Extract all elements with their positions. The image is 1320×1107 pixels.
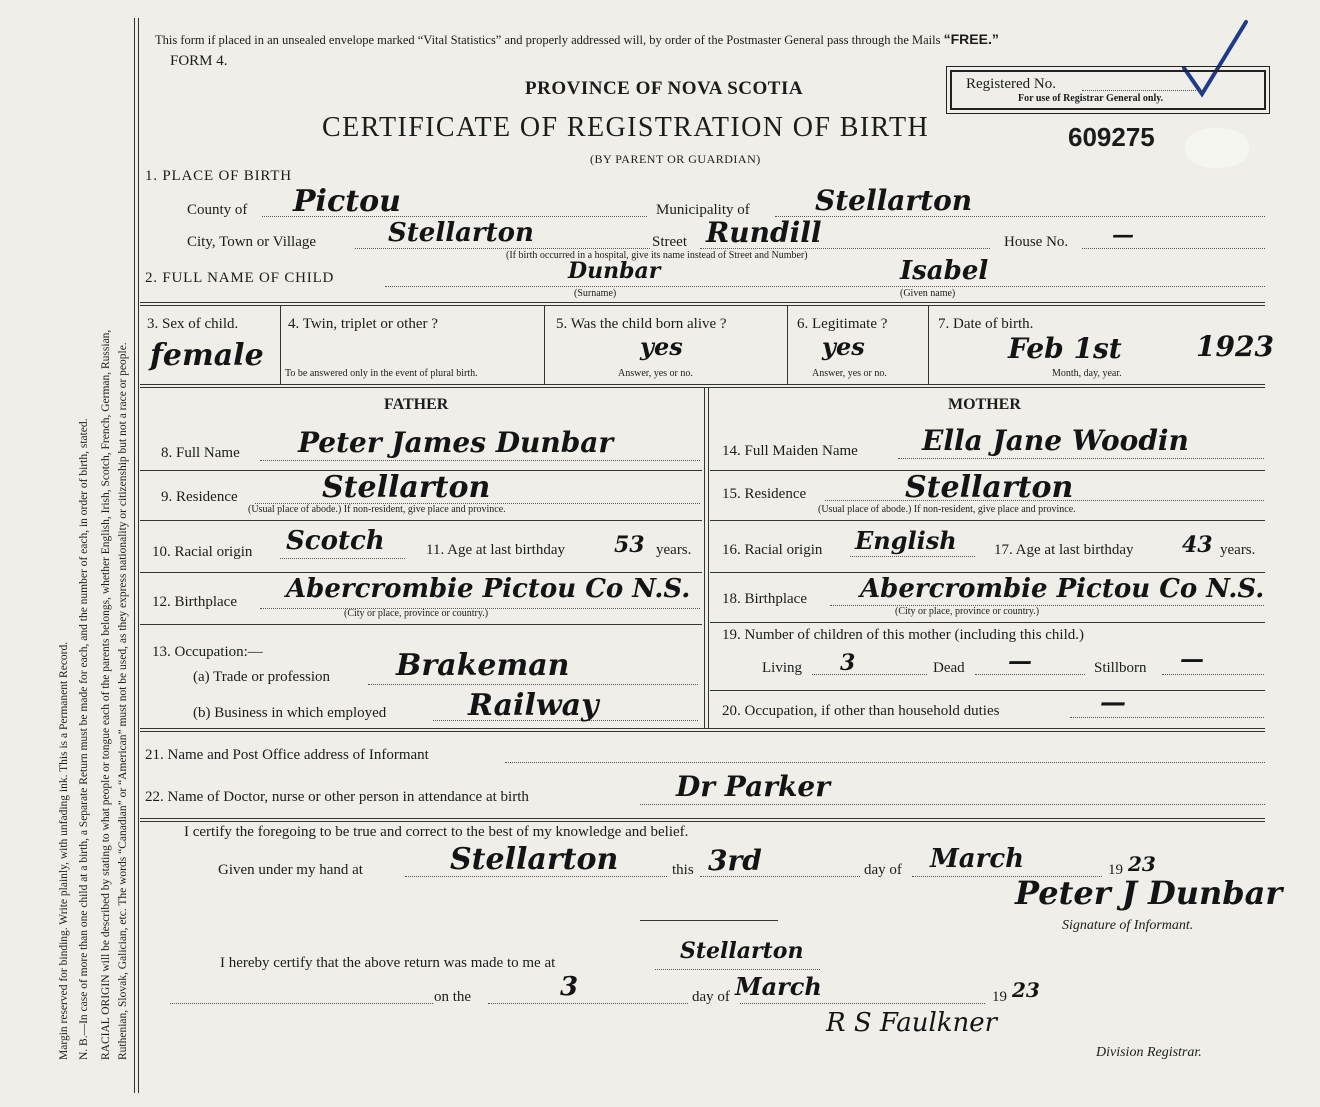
this-label: this: [672, 862, 694, 878]
mother-occupation-label: 20. Occupation, if other than household duties: [722, 703, 1000, 719]
stillborn-label: Stillborn: [1094, 660, 1147, 676]
surname-note: (Surname): [574, 288, 617, 299]
legitimate-value: yes: [822, 332, 865, 361]
day-of-label: day of: [864, 862, 902, 878]
business-value: Railway: [468, 688, 599, 723]
informant-label: 21. Name and Post Office address of Informant: [145, 747, 429, 763]
registrar-statement: I hereby certify that the above return was made to me at: [220, 955, 556, 971]
street-value: Rundill: [706, 216, 822, 249]
registrar-month-value: March: [735, 972, 822, 1001]
living-value: 3: [840, 650, 856, 676]
this-day-value: 3rd: [708, 844, 762, 877]
legitimate-label: 6. Legitimate ?: [797, 316, 888, 332]
dead-value: —: [1008, 646, 1032, 675]
stain-mark: [1185, 128, 1249, 168]
father-heading: FATHER: [384, 396, 449, 413]
stillborn-value: —: [1180, 644, 1204, 673]
given-name-note: (Given name): [900, 288, 956, 299]
legitimate-note: Answer, yes or no.: [812, 368, 887, 379]
city-value: Stellarton: [388, 218, 534, 248]
father-age-suffix: years.: [656, 542, 692, 558]
born-alive-value: yes: [640, 332, 683, 361]
father-race-value: Scotch: [286, 526, 385, 556]
municipality-label: Municipality of: [656, 202, 750, 218]
mother-birthplace-label: 18. Birthplace: [722, 591, 807, 607]
children-count-label: 19. Number of children of this mother (including this child.): [722, 627, 1085, 643]
date-of-birth-value: Feb 1st: [1008, 332, 1122, 365]
municipality-value: Stellarton: [815, 184, 973, 217]
street-label: Street: [652, 234, 687, 250]
certificate-title: CERTIFICATE OF REGISTRATION OF BIRTH: [322, 112, 930, 143]
form-number: FORM 4.: [170, 53, 228, 69]
registrar-year-suffix: 23: [1012, 978, 1040, 1002]
child-name-label: 2. FULL NAME OF CHILD: [145, 270, 335, 286]
father-age-label: 11. Age at last birthday: [426, 542, 565, 558]
registrar-label: Division Registrar.: [1096, 1045, 1202, 1060]
place-of-birth-heading: 1. PLACE OF BIRTH: [145, 168, 292, 184]
birth-year-value: 1923: [1196, 330, 1274, 363]
given-place-value: Stellarton: [450, 842, 619, 877]
trade-label: (a) Trade or profession: [193, 669, 331, 685]
twin-note: To be answered only in the event of plural birth.: [285, 368, 478, 379]
father-residence-label: 9. Residence: [161, 489, 238, 505]
registrar-day-of-label: day of: [692, 989, 730, 1005]
sex-value: female: [150, 338, 264, 373]
hospital-note: (If birth occurred in a hospital, give its name instead of Street and Number): [506, 250, 808, 261]
on-the-label: on the: [434, 989, 472, 1005]
mother-name-label: 14. Full Maiden Name: [722, 443, 858, 459]
registered-note: For use of Registrar General only.: [1018, 93, 1164, 104]
father-name-value: Peter James Dunbar: [298, 426, 614, 459]
registrar-place-value: Stellarton: [680, 938, 804, 964]
month-value: March: [930, 844, 1025, 874]
child-given-value: Isabel: [900, 256, 989, 286]
father-residence-note: (Usual place of abode.) If non-resident, give place and province.: [248, 504, 506, 515]
certificate-subtitle: (BY PARENT OR GUARDIAN): [590, 152, 761, 166]
mother-age-suffix: years.: [1220, 542, 1256, 558]
mother-heading: MOTHER: [948, 396, 1021, 413]
mother-name-value: Ella Jane Woodin: [922, 424, 1189, 457]
house-number-value: —: [1112, 222, 1134, 248]
father-name-label: 8. Full Name: [161, 445, 240, 461]
dead-label: Dead: [933, 660, 965, 676]
father-age-value: 53: [614, 532, 645, 558]
date-note: Month, day, year.: [1052, 368, 1122, 379]
margin-note-racial-origin: RACIAL ORIGIN will be described by stating to what people or tongue each of the parents belongs, whether English, Irish, Scotch, French, German, Russian,: [100, 329, 112, 1060]
mother-race-label: 16. Racial origin: [722, 542, 823, 558]
father-residence-value: Stellarton: [322, 470, 491, 505]
mother-birthplace-note: (City or place, province or country.): [895, 606, 1040, 617]
father-race-label: 10. Racial origin: [152, 544, 253, 560]
mother-residence-label: 15. Residence: [722, 486, 807, 502]
mother-residence-value: Stellarton: [905, 470, 1074, 505]
living-label: Living: [762, 660, 802, 676]
serial-number: 609275: [1068, 122, 1155, 152]
father-birthplace-note: (City or place, province or country.): [344, 608, 489, 619]
margin-note-binding: Margin reserved for binding. Write plainly, with unfading ink. This is a Permanent Record.: [58, 641, 70, 1060]
certify-statement: I certify the foregoing to be true and correct to the best of my knowledge and belief.: [184, 824, 689, 840]
doctor-value: Dr Parker: [676, 770, 830, 803]
registrar-year-prefix: 19: [992, 989, 1007, 1005]
mother-residence-note: (Usual place of abode.) If non-resident, give place and province.: [818, 504, 1076, 515]
county-value: Pictou: [293, 184, 401, 219]
mother-occupation-value: —: [1100, 688, 1126, 718]
county-label: County of: [187, 202, 248, 218]
date-of-birth-label: 7. Date of birth.: [938, 316, 1034, 332]
father-birthplace-value: Abercrombie Pictou Co N.S.: [286, 574, 691, 604]
house-number-label: House No.: [1004, 234, 1069, 250]
father-occupation-label: 13. Occupation:—: [152, 644, 263, 660]
mother-birthplace-value: Abercrombie Pictou Co N.S.: [860, 574, 1265, 604]
year-suffix-value: 23: [1128, 852, 1156, 876]
margin-note-nationality: Ruthenian, Slovak, Galician, etc. The words “Canadian” or “American” must not be used, as they express nationality or citizenship but not a race or people.: [117, 342, 129, 1060]
trade-value: Brakeman: [396, 648, 570, 683]
signature-label: Signature of Informant.: [1062, 918, 1194, 933]
province-heading: PROVINCE OF NOVA SCOTIA: [525, 78, 804, 99]
sex-label: 3. Sex of child.: [147, 316, 239, 332]
registered-label: Registered No.: [966, 76, 1056, 92]
father-birthplace-label: 12. Birthplace: [152, 594, 237, 610]
informant-signature: Peter J Dunbar: [1015, 874, 1283, 912]
city-label: City, Town or Village: [187, 234, 317, 250]
twin-label: 4. Twin, triplet or other ?: [288, 316, 438, 332]
given-under-label: Given under my hand at: [218, 862, 363, 878]
registrar-signature: R S Faulkner: [826, 1008, 998, 1038]
mother-age-value: 43: [1182, 532, 1213, 558]
business-label: (b) Business in which employed: [193, 705, 387, 721]
registrar-day-value: 3: [560, 972, 579, 1002]
year-prefix: 19: [1108, 862, 1123, 878]
born-alive-label: 5. Was the child born alive ?: [556, 316, 727, 332]
postal-notice: This form if placed in an unsealed envelope marked “Vital Statistics” and properly addressed will, by order of the Postmaster General pass through the Mails “FREE.”: [155, 31, 999, 47]
born-alive-note: Answer, yes or no.: [618, 368, 693, 379]
child-surname-value: Dunbar: [568, 258, 661, 284]
doctor-label: 22. Name of Doctor, nurse or other person in attendance at birth: [145, 789, 529, 805]
mother-race-value: English: [855, 526, 957, 555]
mother-age-label: 17. Age at last birthday: [994, 542, 1134, 558]
margin-note-separate-return: N. B.—In case of more than one child at a birth, a Separate Return must be made for each, and the number of each, in order of birth, stated.: [78, 418, 90, 1060]
registered-box: [950, 70, 1266, 110]
